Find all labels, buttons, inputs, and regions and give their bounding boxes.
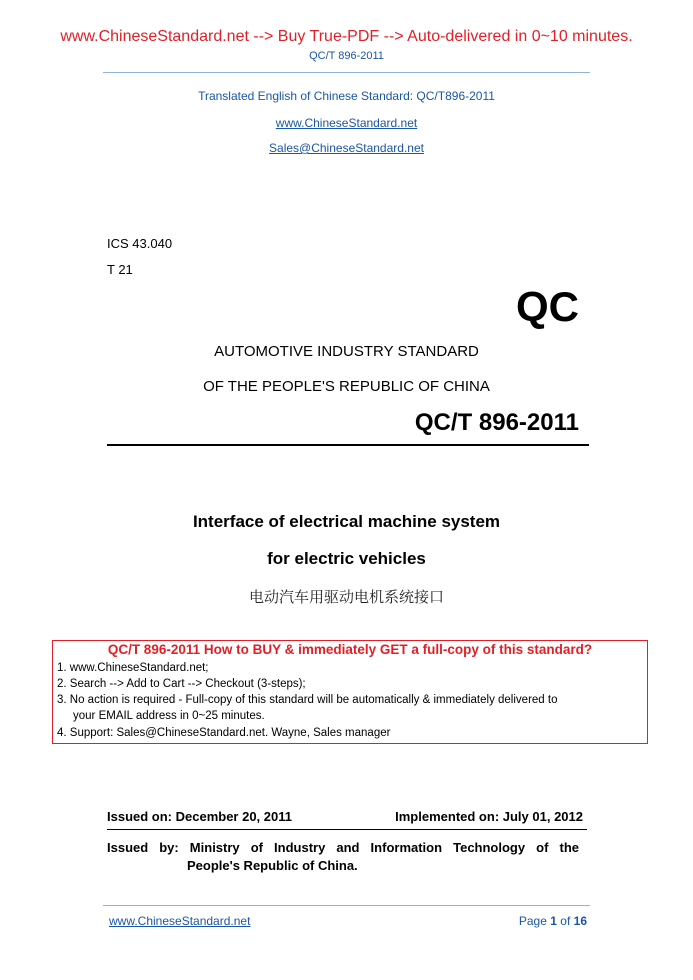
page-current: 1	[550, 914, 557, 928]
translation-note: Translated English of Chinese Standard: QC/T896-2011	[198, 89, 495, 103]
footer-divider	[103, 905, 590, 906]
standard-name-line1: AUTOMOTIVE INDUSTRY STANDARD	[214, 343, 479, 360]
document-title-line1: Interface of electrical machine system	[192, 512, 501, 531]
page-number	[519, 914, 587, 928]
purchase-title: QC/T 896-2011 How to BUY & immediately GET a full-copy of this standard?	[107, 642, 593, 657]
purchase-step: 4. Support: Sales@ChineseStandard.net. Wayne, Sales manager	[57, 727, 391, 739]
standard-code: QC/T 896-2011	[414, 409, 579, 436]
dates-divider	[107, 829, 587, 830]
page-of: of	[560, 914, 571, 928]
footer-website-link[interactable]: www.ChineseStandard.net	[109, 914, 251, 928]
website-link[interactable]: www.ChineseStandard.net	[275, 116, 418, 130]
top-banner: www.ChineseStandard.net --> Buy True-PDF --> Auto-delivered in 0~10 minutes.	[60, 28, 633, 45]
standard-mark: QC	[516, 283, 579, 330]
title-divider	[107, 444, 589, 446]
t-code: T 21	[107, 262, 133, 277]
standard-name-line2: OF THE PEOPLE'S REPUBLIC OF CHINA	[203, 378, 490, 395]
header-divider	[103, 72, 590, 73]
chinese-title: 电动汽车用驱动电机系统接口	[248, 588, 444, 606]
page-prefix: Page	[518, 914, 547, 928]
issuer-line2: People's Republic of China.	[187, 858, 358, 873]
issued-on-date: Issued on: December 20, 2011	[107, 809, 292, 824]
header-standard-code: QC/T 896-2011	[309, 50, 384, 62]
purchase-box	[52, 640, 648, 744]
ics-code: ICS 43.040	[107, 236, 173, 251]
document-title-line2: for electric vehicles	[267, 549, 426, 568]
page-total: 16	[573, 914, 587, 928]
purchase-step: 1. www.ChineseStandard.net;	[57, 662, 209, 674]
implemented-on-date: Implemented on: July 01, 2012	[395, 809, 583, 824]
purchase-step: 2. Search --> Add to Cart --> Checkout (3-steps);	[57, 678, 306, 690]
issuer-line1: Issued by: Ministry of Industry and Information Technology of the	[107, 840, 579, 855]
purchase-step-continued: your EMAIL address in 0~25 minutes.	[73, 710, 265, 722]
purchase-step: 3. No action is required - Full-copy of this standard will be automatically & immediately delivered to	[57, 694, 558, 706]
email-link[interactable]: Sales@ChineseStandard.net	[269, 141, 424, 155]
